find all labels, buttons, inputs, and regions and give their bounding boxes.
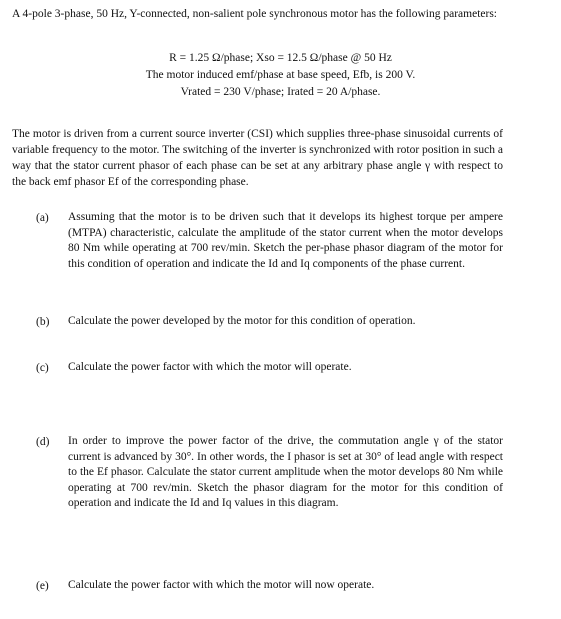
description-paragraph: The motor is driven from a current source inverter (CSI) which supplies three-phase sinusoidal currents of variable frequency to the motor. The switching of the inverter is synchronized with rotor position in such a way that the stator current phasor of each phase can be set at any arbitrary phase angle γ with respect to the back emf phasor Ef of the corresponding phase. [12, 128, 503, 188]
intro-paragraph: A 4-pole 3-phase, 50 Hz, Y-connected, non-salient pole synchronous motor has the following parameters: [12, 8, 498, 20]
question-text: Calculate the power developed by the motor for this condition of operation. [68, 315, 416, 327]
question-d [36, 434, 503, 512]
parameter-line-3: Vrated = 230 V/phase; Irated = 20 A/phase. [180, 86, 381, 98]
question-text: Calculate the power factor with which the motor will operate. [68, 361, 352, 373]
question-label: (b) [36, 316, 50, 328]
parameters-block [0, 50, 561, 101]
question-text: Assuming that the motor is to be driven such that it develops its highest torque per ampere (MTPA) characteristic, calculate the amplitude of the stator current when the motor develops 80 Nm while operating at 700 rev/min. Sketch the per-phase phasor diagram of the motor for this condition of operation and indicate the Id and Iq components of the phase current. [68, 211, 503, 270]
question-text: Calculate the power factor with which the motor will now operate. [68, 579, 375, 591]
question-e [36, 578, 503, 594]
parameter-line-1: R = 1.25 Ω/phase; Xso = 12.5 Ω/phase @ 50 Hz [169, 52, 392, 64]
question-c [36, 360, 503, 376]
parameter-line-2: The motor induced emf/phase at base speed, Efb, is 200 V. [145, 69, 416, 81]
question-b [36, 314, 503, 330]
question-label: (d) [36, 436, 50, 448]
question-label: (a) [36, 212, 49, 224]
question-a [36, 210, 503, 272]
question-label: (e) [36, 580, 49, 592]
question-label: (c) [36, 362, 49, 374]
question-text: In order to improve the power factor of the drive, the commutation angle γ of the stator current is advanced by 30°. In other words, the I phasor is set at 30° of lead angle with respect to the Ef phasor. Calculate the stator current amplitude when the motor develops 80 Nm while operating at 700 rev/min. Sketch the phasor diagram for the motor for this condition of operation and indicate the Id and Iq values in this diagram. [68, 435, 503, 509]
